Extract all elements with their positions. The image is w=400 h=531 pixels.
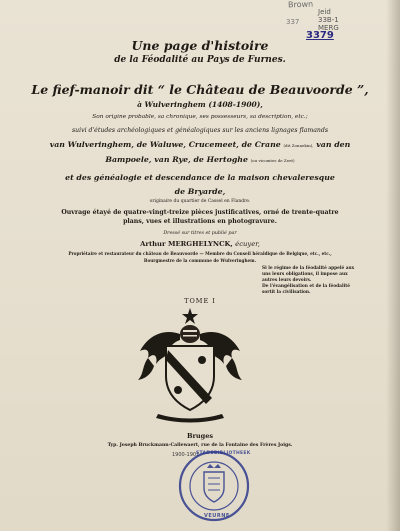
author-intro: Dressé sur titres et publié par: [163, 231, 237, 236]
stamp-text-top: STADSBIBLIOTHEEK: [196, 451, 251, 456]
title-line-8: [0, 155, 400, 164]
pencil-note-2-line3: MERG: [318, 24, 339, 32]
title-line-10: de Bryarde,: [174, 187, 226, 196]
author-affiliation-2: Bourgmestre de la commune de Wulveringhem.: [143, 258, 257, 263]
author-title: écuyer,: [235, 240, 260, 248]
author-line: [0, 240, 400, 248]
title-line-11: originaire du quartier de Cassel en Flandre.: [149, 199, 251, 204]
tome-label: TOME I: [184, 297, 216, 305]
pencil-note-2: [318, 8, 339, 32]
pencil-note-2-line1: Jeid: [318, 8, 331, 16]
motto-line-5: sortit la civilisation.: [262, 290, 311, 295]
title-line-2: de la Féodalité au Pays de Furnes.: [114, 55, 286, 65]
title-line-8a: Bampoele, van Rye, de Hertoghe: [105, 155, 248, 164]
page-edge-shadow: [386, 0, 400, 531]
title-line-7c: van den: [316, 140, 351, 149]
title-line-8b: (ou vicomtes de Zeet): [250, 158, 295, 163]
coat-of-arms-icon: [128, 306, 258, 426]
title-line-5: Son origine probable, sa chronique, ses possesseurs, sa description, etc.;: [92, 114, 308, 120]
title-line-1: Une page d'histoire: [131, 38, 269, 53]
pencil-note-3: 337: [286, 18, 300, 26]
imprint-year: 1900-1901: [172, 452, 200, 458]
title-line-7b: (dit Zonnekin),: [283, 143, 314, 148]
title-line-7: [0, 140, 400, 149]
ink-shelf-number: 3379: [306, 30, 334, 41]
title-line-6: suivi d'études archéologiques et généalogiques sur les anciens lignages flamands: [71, 127, 329, 134]
author-name: MERGHELYNCK,: [167, 240, 233, 248]
author-name-prefix: Arthur: [140, 240, 166, 248]
motto: [262, 266, 358, 296]
pencil-note-2-line2: 33B-1: [318, 16, 339, 24]
motto-line-1: Si le régime de la féodalité appelé aux: [262, 266, 355, 271]
motto-line-3: autres leurs devoirs.: [262, 278, 312, 283]
title-line-9: et des généalogie et descendance de la maison chevaleresque: [65, 173, 335, 182]
title-line-7a: van Wulveringhem, de Waluwe, Crucemeet, de Crane: [49, 140, 281, 149]
description-line-2: plans, vues et illustrations en photogravure.: [123, 218, 277, 225]
title-line-4: à Wulveringhem (1408-1900),: [137, 100, 263, 109]
motto-line-2: uns leurs obligations, il impose aux: [262, 272, 348, 277]
pencil-note-1: Brown: [287, 0, 314, 10]
stamp-text-bottom: VEURNE: [204, 513, 230, 519]
author-affiliation-1: Propriétaire et restaurateur du château de Beauvoorde — Membre du Conseil héraldique de Belgique, etc., etc.,: [68, 251, 332, 256]
description-line-1: Ouvrage étayé de quatre-vingt-treize pièces justificatives, orné de trente-quatre: [61, 209, 339, 216]
imprint-printer: Typ. Joseph Bruckmann-Callewaert, rue de la Fontaine des Frères Joigs.: [107, 443, 293, 448]
imprint-city: Bruges: [187, 432, 213, 440]
main-title: Le fief-manoir dit “ le Château de Beauvoorde ”,: [31, 82, 369, 97]
motto-line-4: De l'évangélisation et de la féodalité: [262, 284, 350, 289]
